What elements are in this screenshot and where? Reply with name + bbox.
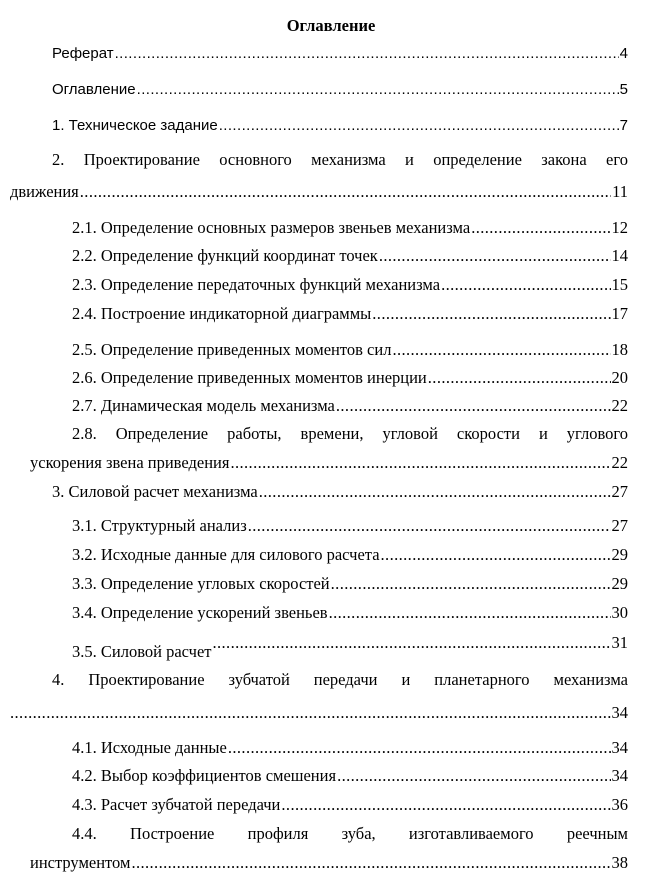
toc-entry-text: ускорения звена приведения xyxy=(30,453,230,472)
dot-leader xyxy=(379,246,611,266)
toc-page-number: 34 xyxy=(611,766,628,785)
toc-page-number: 12 xyxy=(611,218,628,237)
toc-entry[interactable] xyxy=(72,795,628,815)
dot-leader xyxy=(329,603,611,623)
toc-page-number: 17 xyxy=(611,304,628,323)
dot-leader xyxy=(137,80,619,100)
toc-entry-first-line[interactable]: 2.8. Определение работы, времени, угловой скорости и углового xyxy=(72,424,628,443)
toc-entry-first-line[interactable]: 4. Проектирование зубчатой передачи и планетарного механизма xyxy=(52,670,628,689)
toc-entry[interactable] xyxy=(52,116,628,136)
toc-entry[interactable] xyxy=(72,603,628,623)
toc-entry[interactable] xyxy=(72,766,628,786)
toc-page-number: 7 xyxy=(619,117,628,134)
toc-entry-first-line[interactable]: 2. Проектирование основного механизма и определение закона его xyxy=(52,150,628,169)
toc-page-number: 29 xyxy=(611,574,628,593)
toc-entry-text: 3.2. Исходные данные для силового расчета xyxy=(72,545,380,564)
toc-page-number: 11 xyxy=(612,182,628,201)
toc-page-number: 15 xyxy=(611,275,628,294)
dot-leader xyxy=(259,482,611,502)
dot-leader xyxy=(131,853,610,873)
toc-entry[interactable] xyxy=(72,368,628,388)
dot-leader xyxy=(248,516,611,536)
toc-entry[interactable] xyxy=(10,703,628,723)
dot-leader xyxy=(336,396,611,416)
dot-leader xyxy=(372,304,610,324)
toc-entry-text: инструментом xyxy=(30,853,131,872)
toc-entry[interactable] xyxy=(72,574,628,594)
toc-entry-text: Оглавление xyxy=(52,81,136,98)
toc-title: Оглавление xyxy=(286,16,376,35)
toc-page-number: 31 xyxy=(611,633,628,652)
toc-entry-first-line[interactable]: 4.4. Построение профиля зуба, изготавливаемого реечным xyxy=(72,824,628,843)
toc-entry-text: движения xyxy=(10,182,79,201)
toc-page-number: 20 xyxy=(611,368,628,387)
toc-page-number: 30 xyxy=(611,603,628,622)
toc-entry-text: 2.1. Определение основных размеров звеньев механизма xyxy=(72,218,471,237)
toc-entry[interactable] xyxy=(72,304,628,324)
dot-leader xyxy=(115,44,619,64)
toc-entry[interactable] xyxy=(30,453,628,473)
toc-entry-text: 3.1. Структурный анализ xyxy=(72,516,247,535)
toc-page-number: 5 xyxy=(619,81,628,98)
toc-entry[interactable] xyxy=(30,853,628,873)
toc-entry[interactable] xyxy=(72,246,628,266)
toc-page-number: 34 xyxy=(611,703,628,722)
dot-leader xyxy=(471,218,610,238)
toc-entry-text: 4.2. Выбор коэффициентов смешения xyxy=(72,766,337,785)
dot-leader xyxy=(230,453,610,473)
toc-entry-text: 4.1. Исходные данные xyxy=(72,738,227,757)
toc-entry[interactable] xyxy=(10,182,628,202)
toc-entry[interactable] xyxy=(72,275,628,295)
toc-entry-text: 2.6. Определение приведенных моментов инерции xyxy=(72,368,427,387)
toc-entry[interactable] xyxy=(72,218,628,238)
toc-page-number: 22 xyxy=(611,453,628,472)
dot-leader xyxy=(10,703,611,723)
toc-page-number: 36 xyxy=(611,795,628,814)
toc-entry-text: Реферат xyxy=(52,45,114,62)
toc-entry[interactable] xyxy=(72,396,628,416)
dot-leader xyxy=(428,368,611,388)
toc-entry[interactable] xyxy=(52,44,628,64)
dot-leader xyxy=(381,545,611,565)
toc-entry-text: 3. Силовой расчет механизма xyxy=(52,482,258,501)
toc-entry-text: 2.3. Определение передаточных функций механизма xyxy=(72,275,441,294)
toc-entry-text: 2.2. Определение функций координат точек xyxy=(72,246,378,265)
toc-page-number: 27 xyxy=(611,482,628,501)
toc-page-number: 34 xyxy=(611,738,628,757)
dot-leader xyxy=(281,795,610,815)
toc-entry-text: 3.5. Силовой расчет xyxy=(72,642,212,661)
toc-entry-text: 2.4. Построение индикаторной диаграммы xyxy=(72,304,372,323)
toc-entry[interactable] xyxy=(72,633,628,662)
toc-entry-text: 2.5. Определение приведенных моментов сил xyxy=(72,340,392,359)
toc-entry-text: 4.3. Расчет зубчатой передачи xyxy=(72,795,281,814)
toc-entry-text: 3.4. Определение ускорений звеньев xyxy=(72,603,328,622)
dot-leader xyxy=(337,766,610,786)
toc-entry[interactable] xyxy=(72,545,628,565)
toc-entry[interactable] xyxy=(72,738,628,758)
toc-page-number: 27 xyxy=(611,516,628,535)
toc-page-number: 14 xyxy=(611,246,628,265)
dot-leader xyxy=(441,275,610,295)
toc-entry[interactable] xyxy=(72,340,628,360)
dot-leader xyxy=(228,738,611,758)
toc-page-number: 4 xyxy=(619,45,628,62)
dot-leader xyxy=(219,116,619,136)
toc-page-number: 22 xyxy=(611,396,628,415)
dot-leader xyxy=(392,340,610,360)
toc-page-number: 38 xyxy=(611,853,628,872)
toc-entry-text: 1. Техническое задание xyxy=(52,117,218,134)
toc-page-number: 18 xyxy=(611,340,628,359)
toc-entry-text: 3.3. Определение угловых скоростей xyxy=(72,574,330,593)
toc-entry[interactable] xyxy=(52,80,628,100)
toc-entry[interactable] xyxy=(52,482,628,502)
toc-entry[interactable] xyxy=(72,516,628,536)
toc-page-number: 29 xyxy=(611,545,628,564)
dot-leader xyxy=(212,633,610,653)
toc-entry-text: 2.7. Динамическая модель механизма xyxy=(72,396,335,415)
dot-leader xyxy=(80,182,611,202)
dot-leader xyxy=(331,574,611,594)
